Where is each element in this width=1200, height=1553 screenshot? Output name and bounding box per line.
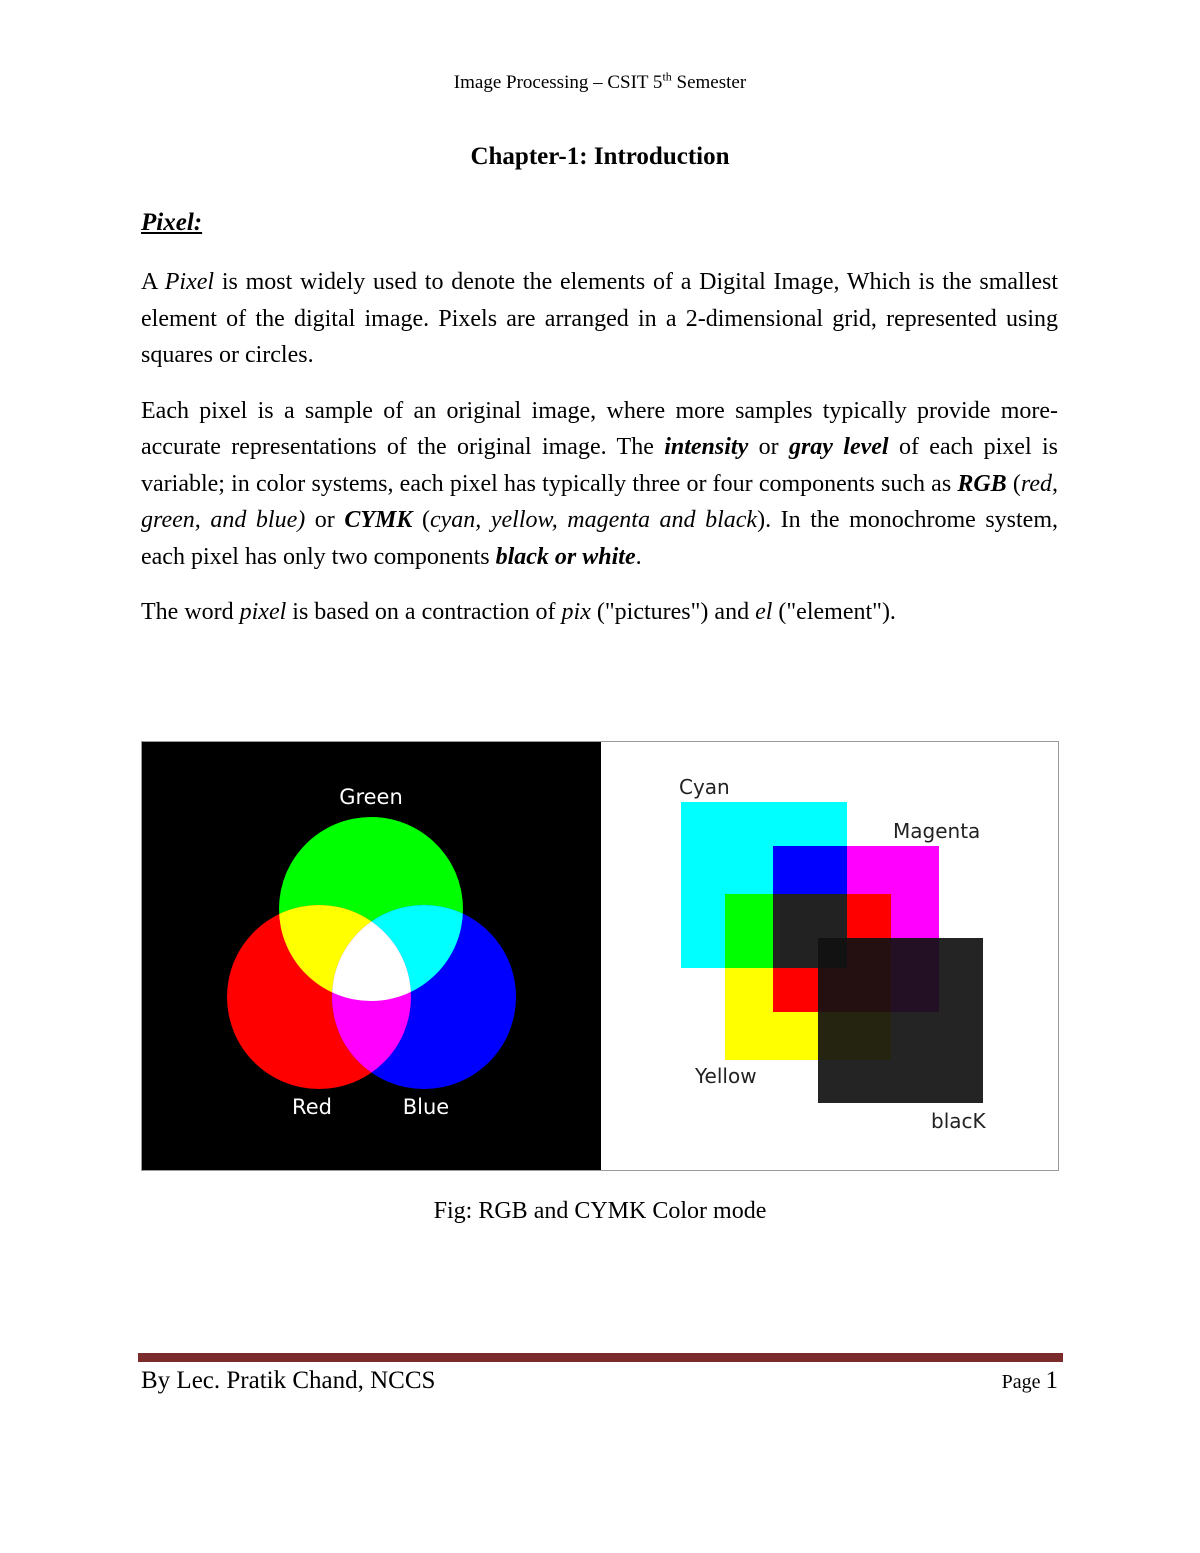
footer-author: By Lec. Pratik Chand, NCCS	[141, 1367, 436, 1394]
bold-italic-term: RGB	[957, 470, 1007, 497]
label-cyan: Cyan	[679, 775, 730, 799]
paragraph-pixel-sample	[141, 393, 1058, 576]
paragraph-pixel-definition	[141, 264, 1058, 374]
bold-italic-term: CYMK	[344, 507, 413, 533]
label-magenta: Magenta	[893, 819, 981, 843]
running-header	[0, 70, 1200, 96]
header-superscript: th	[662, 69, 672, 84]
text-run: A	[141, 269, 165, 295]
italic-term: pix	[561, 599, 591, 625]
label-green: Green	[339, 785, 403, 809]
section-heading-pixel: Pixel:	[141, 209, 203, 236]
italic-term: cyan, yellow, magenta and black	[429, 507, 758, 533]
text-run: The word	[141, 599, 240, 625]
rgb-panel	[142, 742, 601, 1171]
bold-italic-term: gray level	[788, 434, 889, 460]
italic-term: red, green, and blue)	[141, 470, 1058, 533]
blue-overlap	[773, 846, 847, 894]
text-run: ("element").	[772, 599, 896, 625]
chapter-title: Chapter-1: Introduction	[470, 143, 730, 170]
footer-page	[1002, 1364, 1058, 1399]
label-blue: Blue	[402, 1095, 450, 1119]
text-run: (	[1006, 470, 1021, 497]
header-text-end: Semester	[671, 72, 747, 93]
label-black: blacK	[931, 1109, 986, 1133]
italic-term: el	[755, 599, 773, 625]
text-run: of each pixel is variable; in color systems, each pixel has typically three or four components such as	[141, 434, 1058, 497]
italic-term: pixel	[239, 599, 287, 625]
text-run: (	[412, 507, 430, 533]
bold-italic-term: intensity	[664, 434, 749, 460]
italic-term: Pixel	[164, 269, 215, 295]
figure-caption: Fig: RGB and CYMK Color mode	[433, 1198, 767, 1224]
text-run: ). In the monochrome system, each pixel has only two components	[141, 507, 1059, 570]
green-overlap	[725, 894, 773, 968]
text-run: Each pixel is a sample of an original image, where more samples typically provide more-accurate representations of the original image. The	[141, 397, 1058, 460]
text-run: or	[748, 434, 789, 460]
text-run: ("pictures") and	[590, 599, 756, 625]
label-yellow: Yellow	[695, 1064, 757, 1088]
bold-italic-term: black or white	[495, 543, 636, 570]
color-model-diagram	[142, 742, 1059, 1171]
cmyk-panel	[601, 742, 1059, 1171]
page-number: 1	[1045, 1367, 1058, 1394]
text-run: .	[635, 543, 642, 570]
body-content	[141, 264, 1058, 650]
black-square	[818, 938, 983, 1103]
label-red: Red	[292, 1095, 332, 1119]
footer-divider	[138, 1353, 1063, 1362]
text-run: is based on a contraction of	[286, 599, 562, 625]
text-run: is most widely used to denote the elements of a Digital Image, Which is the smallest element of the digital image. Pixels are arranged in a 2-dimensional grid, represented using squares or circles.	[141, 269, 1059, 368]
rgb-cmyk-figure	[141, 741, 1059, 1171]
paragraph-pixel-etymology	[141, 594, 1058, 631]
page-label: Page	[1001, 1371, 1046, 1393]
header-text: Image Processing – CSIT 5	[453, 72, 663, 93]
text-run: or	[305, 507, 345, 533]
